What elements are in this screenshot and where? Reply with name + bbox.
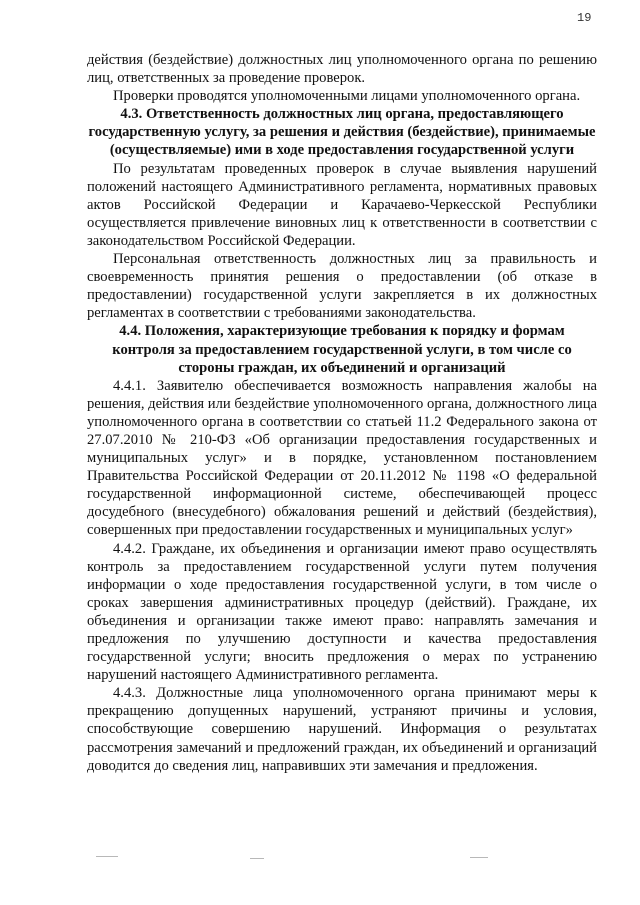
scan-artifact xyxy=(250,858,264,859)
paragraph-violations: По результатам проведенных проверок в случае выявления нарушений положений настоящего Административного регламента, нормативных правовых актов Российской Федерации и Карачаево-Черкесской Республики осуществляется привлечение виновных лиц к ответственности в соответствии с законодательством Российской Федерации. xyxy=(87,160,597,249)
heading-4-4: 4.4. Положения, характеризующие требования к порядку и формам контроля за предоставлением государственной услуги, в том числе со стороны граждан, их объединений и организаций xyxy=(112,323,572,376)
heading-4-3: 4.3. Ответственность должностных лиц органа, предоставляющего государственную услугу, за решения и действия (бездействие), принимаемые (осуществляемые) ими в ходе предоставления государственной услуги xyxy=(88,106,596,159)
paragraph-4-4-1: 4.4.1. Заявителю обеспечивается возможность направления жалобы на решения, действия или бездействие уполномоченного органа, должностного лица уполномоченного органа в соответствии со статьей 11.2 Федерального закона от 27.07.2010 № 210-ФЗ «Об организации предоставления государственных и муниципальных услуг» и в порядке, установленном постановлением Правительства Российской Федерации от 20.11.2012 № 1198 «О федеральной государственной информационной системе, обеспечивающей процесс досудебного (внесудебного) обжалования решений и действий (бездействия), совершенных при предоставлении государственных и муниципальных услуг» xyxy=(87,377,597,539)
paragraph-4-4-3: 4.4.3. Должностные лица уполномоченного органа принимают меры к прекращению допущенных нарушений, устраняют причины и условия, способствующие совершению нарушений. Информация о результатах рассмотрения замечаний и предложений граждан, их объединений и организаций доводится до сведения лиц, направивших эти замечания и предложения. xyxy=(87,685,597,774)
paragraph-4-4-2: 4.4.2. Граждане, их объединения и организации имеют право осуществлять контроль за предоставлением государственной услуги путем получения информации о ходе предоставления государственной услуги, в том числе о сроках завершения административных процедур (действий). Граждане, их объединения и организации также имеют право: направлять замечания и предложения по улучшению доступности и качества предоставления государственной услуги; вносить предложения о мерах по устранению нарушений настоящего Административного регламента. xyxy=(87,540,597,684)
paragraph-inspections: Проверки проводятся уполномоченными лицами уполномоченного органа. xyxy=(113,88,581,105)
paragraph-personal-responsibility: Персональная ответственность должностных лиц за правильность и своевременность принятия решения о предоставлении (об отказе в предоставлении) государственной услуги закрепляется в их должностных регламентах в соответствии с требованиями законодательства. xyxy=(87,251,597,322)
paragraph-continuation: действия (бездействие) должностных лиц уполномоченного органа по решению лиц, ответственных за проведение проверок. xyxy=(87,52,597,87)
scan-artifact xyxy=(96,856,118,857)
page-number: 19 xyxy=(577,11,592,25)
scan-artifact xyxy=(470,857,488,858)
document-body xyxy=(87,51,597,775)
